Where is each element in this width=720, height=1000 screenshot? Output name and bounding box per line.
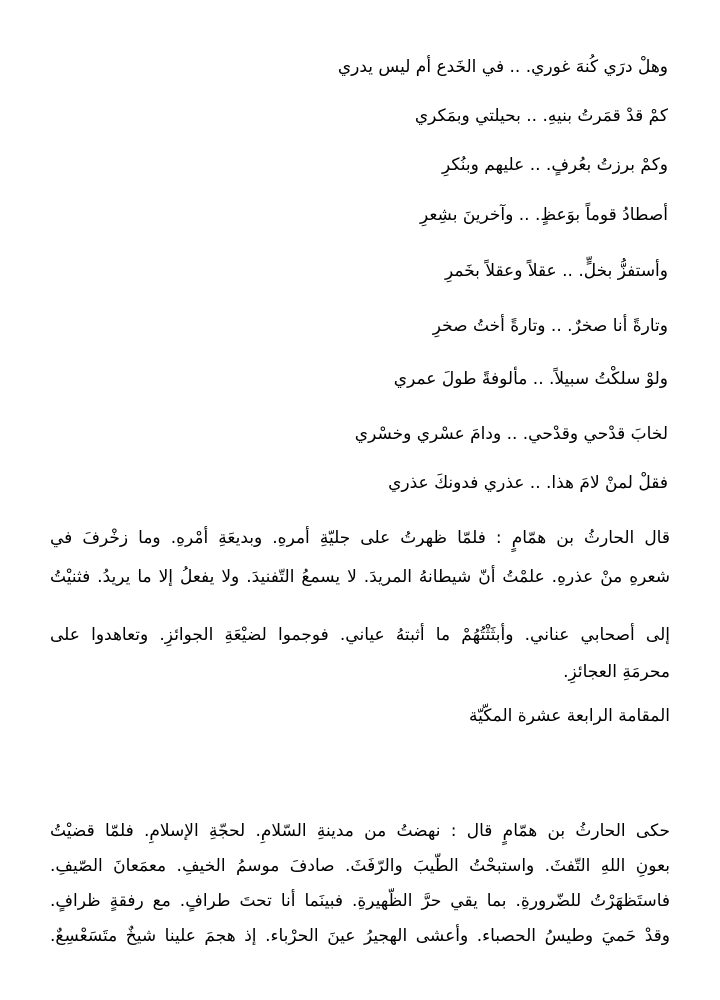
section-heading: المقامة الرابعة عشرة المكّيّة xyxy=(469,706,670,726)
verse-line: لخابَ قدْحي وقدْحي. .. ودامَ عسْري وخسْري xyxy=(354,424,668,444)
verse-line: ولوْ سلكْتُ سبيلاً. .. مألوفةً طولَ عمري xyxy=(393,369,668,389)
verse-line: وكمْ برزتُ بعُرفٍ. .. عليهم وبنُكرِ xyxy=(442,155,668,175)
verse-line: وهلْ درَي كُنهَ غوري. .. في الخَدع أم ليس يدري xyxy=(337,57,668,77)
paragraph-maqama-14 xyxy=(50,814,670,954)
paragraph-narration xyxy=(50,519,670,597)
paragraph-line: إلى أصحابي عناني. وأبثَثْتُهُمْ ما أثبتهُ عياني. فوجموا لضيْعَةِ الجوائزِ. وتعاهدوا على xyxy=(50,625,670,645)
verse-line: أصطادُ قوماً بوَعظٍ. .. وآخرينَ بشِعرِ xyxy=(419,205,668,225)
paragraph-line: بعونِ اللهِ التّفثَ. واستبحْتُ الطّيبَ والرّفَثَ. صادفَ موسمُ الخيفِ. معمَعانَ الصّيفِ. xyxy=(50,856,670,876)
verse-line: فقلْ لمنْ لامَ هذا. .. عذري فدونكَ عذري xyxy=(388,473,668,493)
paragraph-line: فاستَظهَرْتُ للضّرورةِ. بما يقي حرَّ الظّهيرةِ. فبينَما أنا تحتَ طرافٍ. مع رفقةٍ ظرافٍ. xyxy=(50,891,670,911)
verse-line: وتارةً أنا صخرٌ. .. وتارةً أختُ صخرِ xyxy=(432,316,668,336)
paragraph-line: محرمَةِ العجائزِ. xyxy=(563,662,670,682)
verse-line: وأستفزُّ بخلٍّ. .. عقلاً وعقلاً بخَمرِ xyxy=(445,261,668,281)
paragraph-line: حكى الحارثُ بن همّامٍ قال : نهضتُ من مدينةِ السّلامِ. لحجّةِ الإسلامِ. فلمّا قضيْتُ xyxy=(50,821,670,841)
paragraph-line: شعرهِ منْ عذرهِ. علمْتُ أنّ شيطانهُ المريدَ. لا يسمعُ التّفنيدَ. ولا يفعلُ إلا ما يريدُ. فثنيْتُ xyxy=(50,567,670,587)
paragraph-line: قال الحارثُ بن همّامٍ : فلمّا ظهرتُ على جليّةِ أمرهِ. وبديعَةِ أمْرهِ. وما زخْرفَ في xyxy=(50,528,670,548)
paragraph-companions xyxy=(50,617,670,691)
verse-line: كمْ قدْ قمَرتُ بنيهِ. .. بحيلتي وبمَكري xyxy=(414,106,668,126)
paragraph-line: وقدْ حَميَ وطيسُ الحصباء. وأعشى الهجيرُ عينَ الحرْباء. إذ هجمَ علينا شيخٌ متَسَعْسِعٌ. xyxy=(50,926,670,946)
